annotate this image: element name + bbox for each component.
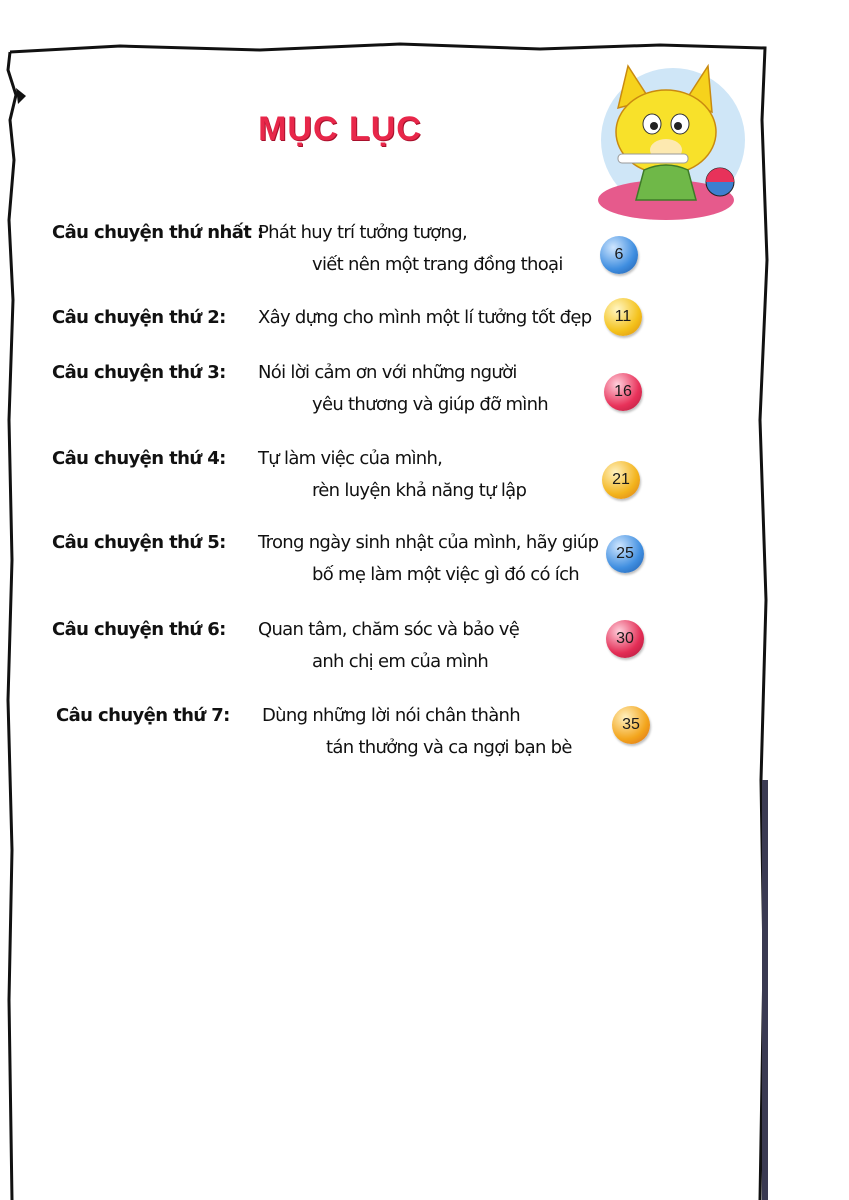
story-title-line-2: tán thưởng và ca ngợi bạn bè [326, 737, 572, 758]
story-label: Câu chuyện thứ 2: [52, 307, 226, 328]
story-title-line-1: Xây dựng cho mình một lí tưởng tốt đẹp [258, 307, 592, 328]
toc-entry-5[interactable] [0, 532, 849, 602]
story-label: Câu chuyện thứ 5: [52, 532, 226, 553]
story-title-line-1: Phát huy trí tưởng tượng, [258, 222, 468, 243]
page-number-badge[interactable]: 21 [602, 461, 640, 499]
story-title-line-2: rèn luyện khả năng tự lập [312, 480, 527, 501]
story-title-line-1: Tự làm việc của mình, [258, 448, 443, 469]
story-title-line-2: viết nên một trang đồng thoại [312, 254, 563, 275]
story-title-line-2: yêu thương và giúp đỡ mình [312, 394, 548, 415]
story-label: Câu chuyện thứ 4: [52, 448, 226, 469]
story-label: Câu chuyện thứ nhất : [52, 222, 264, 243]
toc-entry-1[interactable] [0, 222, 849, 292]
story-title-line-1: Dùng những lời nói chân thành [262, 705, 520, 726]
story-label: Câu chuyện thứ 7: [56, 705, 230, 726]
toc-entry-6[interactable] [0, 619, 849, 689]
story-title-line-2: bố mẹ làm một việc gì đó có ích [312, 564, 579, 585]
page-number-badge[interactable]: 16 [604, 373, 642, 411]
story-title-line-1: Trong ngày sinh nhật của mình, hãy giúp [258, 532, 599, 553]
toc-entry-3[interactable] [0, 362, 849, 432]
page-number-badge[interactable]: 35 [612, 706, 650, 744]
story-title-line-2: anh chị em của mình [312, 651, 489, 672]
toc-entry-7[interactable] [0, 705, 849, 775]
page-number-badge[interactable]: 30 [606, 620, 644, 658]
puppy-mascot-illustration [588, 60, 748, 230]
page-number-badge[interactable]: 6 [600, 236, 638, 274]
story-label: Câu chuyện thứ 3: [52, 362, 226, 383]
story-title-line-1: Quan tâm, chăm sóc và bảo vệ [258, 619, 520, 640]
toc-entry-4[interactable] [0, 448, 849, 518]
page-number-badge[interactable]: 11 [604, 298, 642, 336]
page-title: MỤC LỤC [258, 110, 422, 148]
story-title-line-1: Nói lời cảm ơn với những người [258, 362, 517, 383]
story-label: Câu chuyện thứ 6: [52, 619, 226, 640]
page-number-badge[interactable]: 25 [606, 535, 644, 573]
